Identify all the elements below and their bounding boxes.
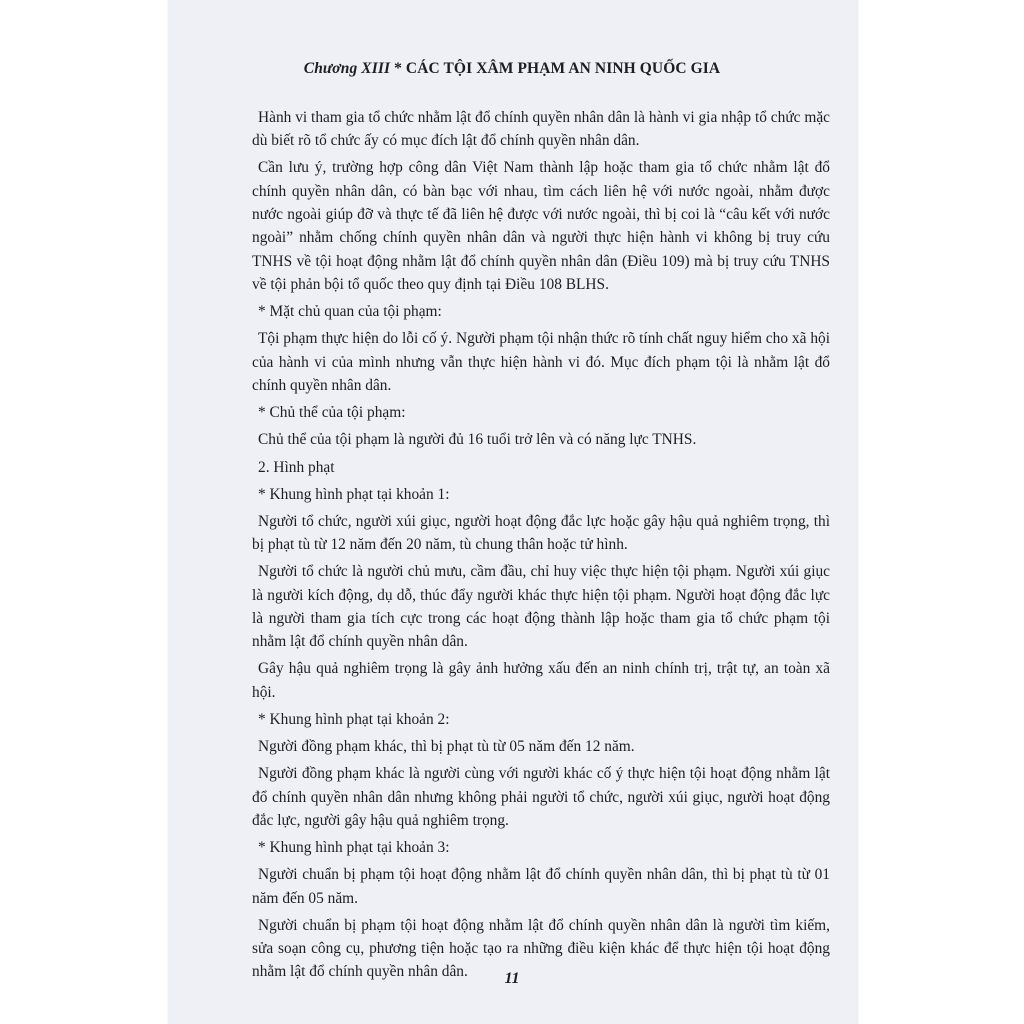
section-heading: 2. Hình phạt xyxy=(258,458,335,476)
paragraph: Người đồng phạm khác, thì bị phạt tù từ 05 năm đến 12 năm. xyxy=(258,738,635,756)
page-number: 11 xyxy=(504,970,520,987)
section-heading: * Chủ thể của tội phạm: xyxy=(258,404,406,422)
paragraph: Cần lưu ý, trường hợp công dân Việt Nam thành lập hoặc tham gia tổ chức nhằm lật đổ chính quyền nhân dân, có bàn bạc với nhau, tìm cách liên hệ với nước ngoài, nhằm được nước ngoài giúp đỡ và thực tế đã liên hệ được với nước ngoài, thì bị coi là “câu kết với nước ngoài” nhằm chống chính quyền nhân dân và người thực hiện hành vi không bị truy cứu TNHS về tội hoạt động nhằm lật đổ chính quyền nhân dân (Điều 109) mà bị truy cứu TNHS về tội phản bội tổ quốc theo quy định tại Điều 108 BLHS. xyxy=(252,159,830,293)
paragraph: Người tổ chức là người chủ mưu, cầm đầu, chỉ huy việc thực hiện tội phạm. Người xúi giục là người kích động, dụ dỗ, thúc đẩy người khác thực hiện tội phạm. Người hoạt động đắc lực là người tham gia tích cực trong các hoạt động thành lập hoặc tham gia tổ chức phạm tội nhằm lật đổ chính quyền nhân dân. xyxy=(252,563,830,651)
paragraph: Tội phạm thực hiện do lỗi cố ý. Người phạm tội nhận thức rõ tính chất nguy hiểm cho xã hội của hành vi của mình nhưng vẫn thực hiện hành vi đó. Mục đích phạm tội là nhằm lật đổ chính quyền nhân dân. xyxy=(252,330,830,394)
paragraph: Người chuẩn bị phạm tội hoạt động nhằm lật đổ chính quyền nhân dân, thì bị phạt tù từ 01 năm đến 05 năm. xyxy=(252,866,830,907)
paragraph: Người chuẩn bị phạm tội hoạt động nhằm lật đổ chính quyền nhân dân là người tìm kiếm, sửa soạn công cụ, phương tiện hoặc tạo ra những điều kiện khác để thực hiện tội hoạt động nhằm lật đổ chính quyền nhân dân. xyxy=(252,916,830,981)
section-heading: * Khung hình phạt tại khoản 2: xyxy=(258,710,450,728)
paragraph: Người đồng phạm khác là người cùng với người khác cố ý thực hiện tội hoạt động nhằm lật đổ chính quyền nhân dân nhưng không phải người tổ chức, người xúi giục, người hoạt động đắc lực, người gây hậu quả nghiêm trọng. xyxy=(252,765,830,829)
paragraph: Chủ thể của tội phạm là người đủ 16 tuổi trở lên và có năng lực TNHS. xyxy=(258,431,697,449)
paragraph: Hành vi tham gia tổ chức nhằm lật đổ chính quyền nhân dân là hành vi gia nhập tổ chức mặc dù biết rõ tổ chức ấy có mục đích lật đổ chính quyền nhân dân. xyxy=(252,109,830,150)
page-body xyxy=(252,106,830,988)
running-header xyxy=(176,60,848,78)
chapter-label: Chương XIII xyxy=(303,60,391,77)
section-heading: * Mặt chủ quan của tội phạm: xyxy=(258,303,442,321)
section-heading: * Khung hình phạt tại khoản 1: xyxy=(258,485,450,503)
paragraph: Người tổ chức, người xúi giục, người hoạt động đắc lực hoặc gây hậu quả nghiêm trọng, thì bị phạt tù từ 12 năm đến 20 năm, tù chung thân hoặc tử hình. xyxy=(252,512,830,554)
paragraph: Gây hậu quả nghiêm trọng là gây ảnh hưởng xấu đến an ninh chính trị, trật tự, an toàn xã hội. xyxy=(252,660,830,701)
chapter-title: * CÁC TỘI XÂM PHẠM AN NINH QUỐC GIA xyxy=(394,60,721,77)
section-heading: * Khung hình phạt tại khoản 3: xyxy=(258,839,450,857)
